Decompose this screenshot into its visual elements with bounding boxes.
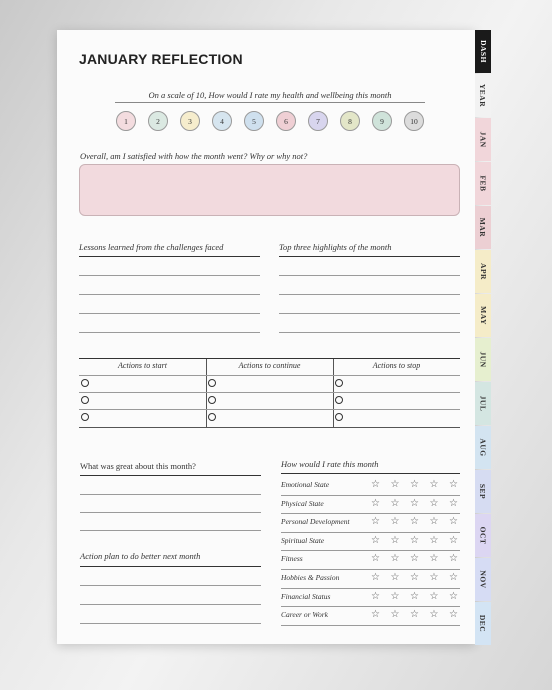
tab-label: MAY — [478, 306, 488, 325]
tab-label: OCT — [478, 526, 488, 545]
star-icon[interactable]: ☆ — [429, 590, 439, 602]
star-icon[interactable]: ☆ — [371, 609, 380, 621]
star-icon[interactable]: ☆ — [390, 534, 400, 546]
star-icon[interactable]: ☆ — [410, 572, 419, 583]
tab-label: AUG — [478, 438, 488, 457]
star-icon[interactable]: ☆ — [410, 553, 419, 565]
star-icon[interactable]: ☆ — [429, 534, 439, 546]
lessons-writing-line — [79, 294, 260, 295]
rating-row-rule — [281, 588, 460, 589]
lessons-writing-line — [79, 275, 260, 276]
tab-feb[interactable] — [475, 162, 491, 205]
wellbeing-scale-question: On a scale of 10, How would I rate my health and wellbeing this month — [115, 90, 425, 103]
star-icon[interactable]: ☆ — [390, 497, 400, 509]
tab-label: APR — [478, 263, 488, 280]
rating-category-label: Spiritual State — [281, 535, 325, 545]
planner-page — [57, 30, 475, 644]
star-icon[interactable]: ☆ — [429, 553, 439, 565]
scale-option-3[interactable]: 3 — [180, 111, 200, 131]
tab-label: MAR — [478, 217, 488, 238]
tab-sep[interactable] — [475, 470, 491, 513]
table-row-rule — [79, 409, 460, 410]
great-heading-rule — [80, 475, 261, 476]
tab-jan[interactable] — [475, 118, 491, 161]
actions-stop-header: Actions to stop — [372, 361, 421, 370]
star-icon[interactable]: ☆ — [449, 534, 458, 546]
star-icon[interactable]: ☆ — [429, 572, 439, 583]
plan-writing-line — [80, 623, 261, 624]
table-header-rule — [79, 375, 460, 376]
plan-writing-line — [80, 585, 261, 586]
star-icon[interactable]: ☆ — [429, 516, 439, 528]
star-icon[interactable]: ☆ — [390, 609, 400, 621]
action-checkbox[interactable] — [335, 379, 343, 387]
star-icon[interactable]: ☆ — [371, 590, 380, 602]
scale-option-1[interactable]: 1 — [116, 111, 136, 131]
tab-nov[interactable] — [475, 558, 491, 601]
table-column-divider — [333, 359, 334, 427]
tab-label: JUL — [478, 395, 488, 412]
lessons-writing-line — [79, 332, 260, 333]
rating-category-label: Emotional State — [281, 480, 330, 489]
star-icon[interactable]: ☆ — [390, 479, 400, 490]
rating-row-rule — [281, 625, 460, 626]
star-icon[interactable]: ☆ — [429, 497, 439, 509]
rating-row-rule — [281, 550, 460, 551]
overall-question: Overall, am I satisfied with how the month went? Why or why not? — [80, 151, 308, 161]
star-icon[interactable]: ☆ — [449, 590, 458, 602]
star-icon[interactable]: ☆ — [371, 516, 380, 528]
lessons-heading: Lessons learned from the challenges faced — [79, 242, 224, 252]
star-icon[interactable]: ☆ — [410, 590, 419, 602]
tab-label: JUN — [478, 351, 488, 368]
action-checkbox[interactable] — [81, 379, 89, 387]
overall-answer-box[interactable] — [79, 164, 460, 216]
great-writing-line — [80, 512, 261, 513]
scale-option-6[interactable]: 6 — [276, 111, 296, 131]
star-icon[interactable]: ☆ — [390, 572, 400, 583]
star-icon[interactable]: ☆ — [371, 572, 380, 583]
lessons-writing-line — [79, 313, 260, 314]
tab-label: SEP — [478, 483, 488, 500]
great-writing-line — [80, 494, 261, 495]
tab-dec[interactable] — [475, 602, 491, 645]
tab-jul[interactable] — [475, 382, 491, 425]
scale-option-7[interactable]: 7 — [308, 111, 328, 131]
star-icon[interactable]: ☆ — [410, 609, 419, 621]
table-column-divider — [206, 359, 207, 427]
tab-label: JAN — [478, 131, 488, 148]
highlights-writing-line — [279, 332, 460, 333]
scale-option-8[interactable]: 8 — [340, 111, 360, 131]
action-checkbox[interactable] — [81, 396, 89, 404]
rating-category-label: Physical State — [281, 498, 324, 508]
tab-mar[interactable] — [475, 206, 491, 249]
tab-label: DEC — [478, 614, 488, 633]
scale-option-9[interactable]: 9 — [372, 111, 392, 131]
tab-dash[interactable] — [475, 30, 491, 73]
scale-option-4[interactable]: 4 — [212, 111, 232, 131]
scale-option-10[interactable]: 10 — [404, 111, 424, 131]
tab-year[interactable] — [475, 74, 491, 117]
star-icon[interactable]: ☆ — [371, 479, 380, 490]
tab-label: DASH — [478, 40, 488, 63]
action-checkbox[interactable] — [208, 413, 216, 421]
action-checkbox[interactable] — [208, 396, 216, 404]
ratings-heading: How would I rate this month — [281, 459, 379, 469]
star-icon[interactable]: ☆ — [449, 572, 458, 583]
plan-heading: Action plan to do better next month — [80, 551, 201, 561]
scale-option-5[interactable]: 5 — [244, 111, 264, 131]
star-icon[interactable]: ☆ — [449, 516, 458, 528]
actions-start-header: Actions to start — [118, 361, 167, 370]
rating-row-rule — [281, 606, 460, 607]
scale-option-2[interactable]: 2 — [148, 111, 168, 131]
tab-oct[interactable] — [475, 514, 491, 557]
star-icon[interactable]: ☆ — [449, 479, 458, 490]
star-icon[interactable]: ☆ — [390, 553, 400, 565]
star-icon[interactable]: ☆ — [429, 609, 439, 621]
rating-row-rule — [281, 495, 460, 496]
rating-category-label: Financial Status — [281, 591, 331, 601]
star-icon[interactable]: ☆ — [429, 479, 439, 490]
highlights-writing-line — [279, 313, 460, 314]
star-icon[interactable]: ☆ — [390, 590, 400, 602]
star-icon[interactable]: ☆ — [390, 516, 400, 528]
great-writing-line — [80, 530, 261, 531]
star-icon[interactable]: ☆ — [449, 553, 458, 565]
star-icon[interactable]: ☆ — [410, 479, 419, 490]
ratings-heading-rule — [281, 473, 460, 474]
tab-label: NOV — [478, 570, 488, 589]
star-icon[interactable]: ☆ — [410, 497, 419, 509]
tab-label: FEB — [478, 175, 488, 192]
rating-row-rule — [281, 569, 460, 570]
actions-table — [79, 358, 460, 428]
table-row-rule — [79, 392, 460, 393]
great-heading: What was great about this month? — [80, 461, 196, 471]
action-checkbox[interactable] — [335, 396, 343, 404]
highlights-writing-line — [279, 275, 460, 276]
highlights-heading-rule — [279, 256, 460, 257]
star-icon[interactable]: ☆ — [449, 497, 458, 509]
plan-heading-rule — [80, 566, 261, 567]
plan-writing-line — [80, 604, 261, 605]
highlights-heading: Top three highlights of the month — [279, 242, 392, 252]
star-icon[interactable]: ☆ — [410, 534, 419, 546]
rating-row-rule — [281, 513, 460, 514]
page-title: JANUARY REFLECTION — [79, 51, 243, 67]
lessons-heading-rule — [79, 256, 260, 257]
star-icon[interactable]: ☆ — [449, 609, 458, 621]
tab-apr[interactable] — [475, 250, 491, 293]
star-icon[interactable]: ☆ — [371, 534, 380, 546]
tab-label: YEAR — [478, 83, 488, 108]
actions-continue-header: Actions to continue — [238, 361, 301, 370]
tab-may[interactable] — [475, 294, 491, 337]
tab-aug[interactable] — [475, 426, 491, 469]
rating-category-label: Personal Development — [281, 517, 350, 527]
rating-category-label: Career or Work — [281, 610, 328, 620]
action-checkbox[interactable] — [335, 413, 343, 421]
highlights-writing-line — [279, 294, 460, 295]
tab-jun[interactable] — [475, 338, 491, 381]
rating-row-rule — [281, 532, 460, 533]
star-icon[interactable]: ☆ — [371, 553, 380, 565]
rating-category-label: Hobbies & Passion — [281, 573, 340, 582]
action-checkbox[interactable] — [81, 413, 89, 421]
rating-category-label: Fitness — [281, 554, 303, 564]
star-icon[interactable]: ☆ — [410, 516, 419, 528]
action-checkbox[interactable] — [208, 379, 216, 387]
star-icon[interactable]: ☆ — [371, 497, 380, 509]
